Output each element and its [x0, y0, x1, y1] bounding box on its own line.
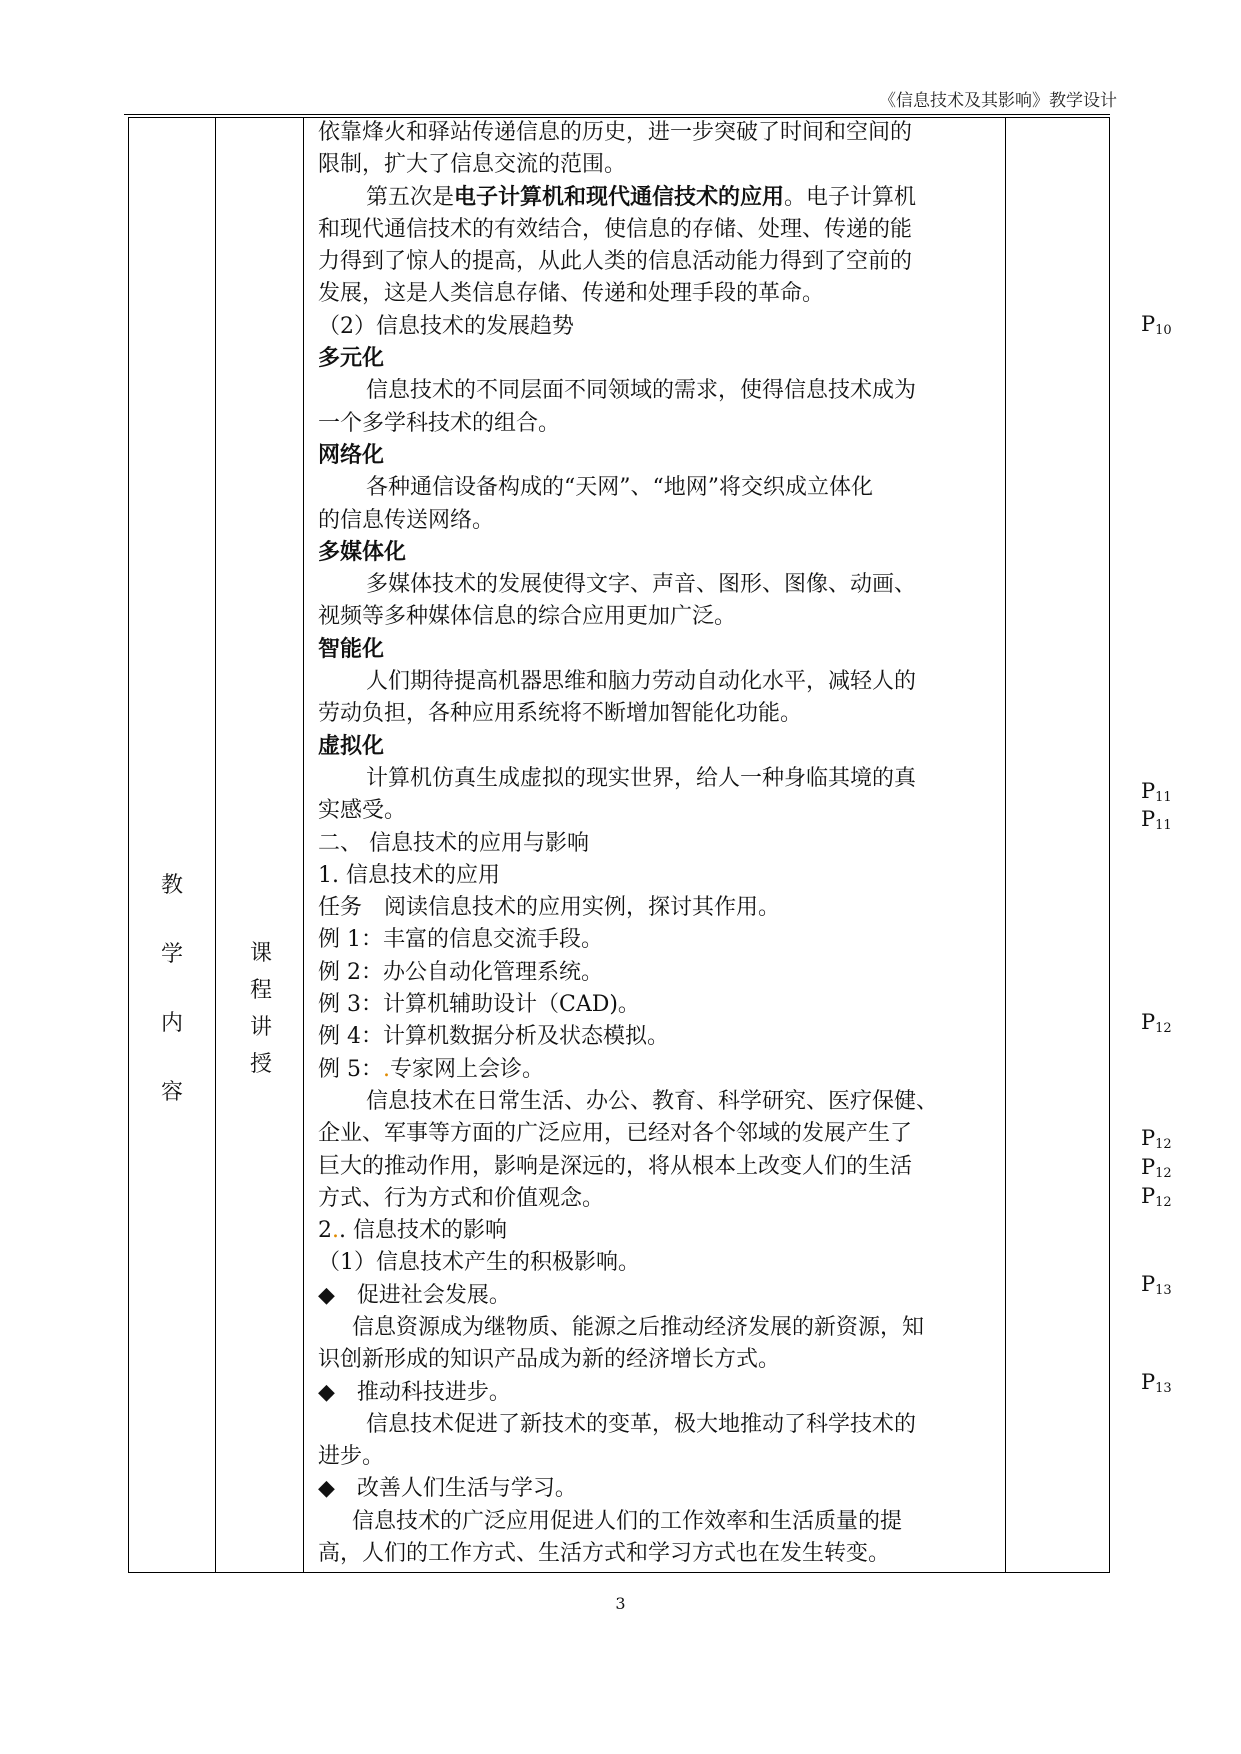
- text-line: 劳动负担，各种应用系统将不断增加智能化功能。: [318, 701, 803, 727]
- section-char: 学: [160, 942, 183, 967]
- page-ref: $P_{11}$: [1141, 779, 1172, 805]
- column-divider: [1005, 118, 1006, 1572]
- section-char: 教: [160, 873, 183, 898]
- text-line: 一个多学科技术的组合。: [318, 410, 561, 436]
- text-line: 信息技术的广泛应用促进人们的工作效率和生活质量的提: [352, 1508, 903, 1534]
- example-item: 例 2：办公自动化管理系统。: [318, 959, 603, 985]
- text-line: 力得到了惊人的提高，从此人类的信息活动能力得到了空前的: [318, 249, 913, 275]
- example-item: 例 4：计算机数据分析及状态模拟。: [318, 1024, 669, 1050]
- section-char: 容: [160, 1080, 183, 1105]
- page-ref: $P_{12}$: [1141, 1155, 1172, 1181]
- edit-mark: .: [332, 1218, 339, 1244]
- section-heading: 二、 信息技术的应用与影响: [318, 830, 589, 856]
- text-line: 限制，扩大了信息交流的范围。: [318, 152, 627, 178]
- section-char: 程: [249, 978, 272, 1003]
- page-ref: $P_{11}$: [1141, 807, 1172, 833]
- page-ref: $P_{12}$: [1141, 1126, 1172, 1152]
- text-line: 信息资源成为继物质、能源之后推动经济发展的新资源，知: [352, 1314, 925, 1340]
- text-line: 企业、军事等方面的广泛应用，已经对各个邻域的发展产生了: [318, 1121, 913, 1147]
- example-item: 例 3：计算机辅助设计（CAD)。: [318, 992, 640, 1018]
- text-line: 实感受。: [318, 798, 407, 824]
- text-line: 和现代通信技术的有效结合，使信息的存储、处理、传递的能: [318, 216, 913, 242]
- example-item: 例 1：丰富的信息交流手段。: [318, 927, 603, 953]
- text-line: 计算机仿真生成虚拟的现实世界，给人一种身临其境的真: [366, 765, 917, 791]
- bullet-item: ◆ 改善人们生活与学习。: [318, 1476, 577, 1502]
- text-line: 信息技术的不同层面不同领域的需求，使得信息技术成为: [366, 378, 917, 404]
- text-line: 进步。: [318, 1444, 385, 1470]
- text-line: 信息技术在日常生活、办公、教育、科学研究、医疗保健、: [366, 1088, 939, 1114]
- edit-mark: .: [383, 1056, 390, 1082]
- page-ref: $P_{13}$: [1141, 1272, 1172, 1298]
- emphasis-text: 电子计算机和现代通信技术的应用: [454, 184, 785, 210]
- text-line: 多媒体技术的发展使得文字、声音、图形、图像、动画、: [366, 572, 917, 598]
- section-char: 内: [160, 1011, 183, 1036]
- task-line: 任务 阅读信息技术的应用实例，探讨其作用。: [318, 895, 781, 921]
- running-header: 《信息技术及其影响》教学设计: [879, 91, 1117, 111]
- text-line: 的信息传送网络。: [318, 507, 495, 533]
- text-line: 高，人们的工作方式、生活方式和学习方式也在发生转变。: [318, 1541, 891, 1567]
- text-line: 人们期待提高机器思维和脑力劳动自动化水平，减轻人的: [366, 669, 917, 695]
- trend-heading-diversification: 多元化: [318, 346, 385, 372]
- header-rule: [124, 114, 1110, 115]
- section-char: 授: [249, 1052, 272, 1077]
- text-line: 巨大的推动作用，影响是深远的，将从根本上改变人们的生活: [318, 1153, 913, 1179]
- text-line: 视频等多种媒体信息的综合应用更加广泛。: [318, 604, 737, 630]
- section-char: 课: [249, 941, 272, 966]
- trend-heading-multimedia: 多媒体化: [318, 539, 407, 565]
- bullet-item: ◆ 推动科技进步。: [318, 1379, 511, 1405]
- subsection-heading: （2）信息技术的发展趋势: [318, 313, 574, 339]
- text-line: 方式、行为方式和价值观念。: [318, 1185, 605, 1211]
- text-line: 依靠烽火和驿站传递信息的历史，进一步突破了时间和空间的: [318, 120, 913, 145]
- subsection-heading: 2.. 信息技术的影响: [318, 1218, 508, 1244]
- page-ref: $P_{13}$: [1141, 1370, 1172, 1396]
- page-number: 3: [615, 1594, 626, 1613]
- page-ref: $P_{12}$: [1141, 1010, 1172, 1036]
- text-line: 第五次是电子计算机和现代通信技术的应用。电子计算机: [366, 184, 917, 210]
- section-label-teaching-content: [129, 868, 215, 1106]
- trend-heading-intelligence: 智能化: [318, 636, 385, 662]
- subsection-heading: （1）信息技术产生的积极影响。: [318, 1250, 640, 1276]
- section-char: 讲: [249, 1015, 272, 1040]
- section-label-lecture: [217, 936, 305, 1078]
- page-ref: $P_{12}$: [1141, 1184, 1172, 1210]
- trend-heading-networking: 网络化: [318, 442, 385, 468]
- bullet-item: ◆ 促进社会发展。: [318, 1282, 511, 1308]
- lesson-content: [318, 117, 998, 1570]
- column-divider: [215, 118, 216, 1572]
- page-ref: $P_{10}$: [1141, 312, 1172, 338]
- column-divider: [303, 118, 304, 1572]
- text-line: 信息技术促进了新技术的变革，极大地推动了科学技术的: [366, 1411, 917, 1437]
- text-line: 识创新形成的知识产品成为新的经济增长方式。: [318, 1347, 781, 1373]
- subsection-heading: 1. 信息技术的应用: [318, 862, 500, 888]
- text-line: 发展，这是人类信息存储、传递和处理手段的革命。: [318, 281, 825, 307]
- trend-heading-virtualization: 虚拟化: [318, 733, 385, 759]
- example-item: 例 5：.专家网上会诊。: [318, 1056, 545, 1082]
- text-line: 各种通信设备构成的“天网”、“地网”将交织成立体化: [366, 475, 873, 501]
